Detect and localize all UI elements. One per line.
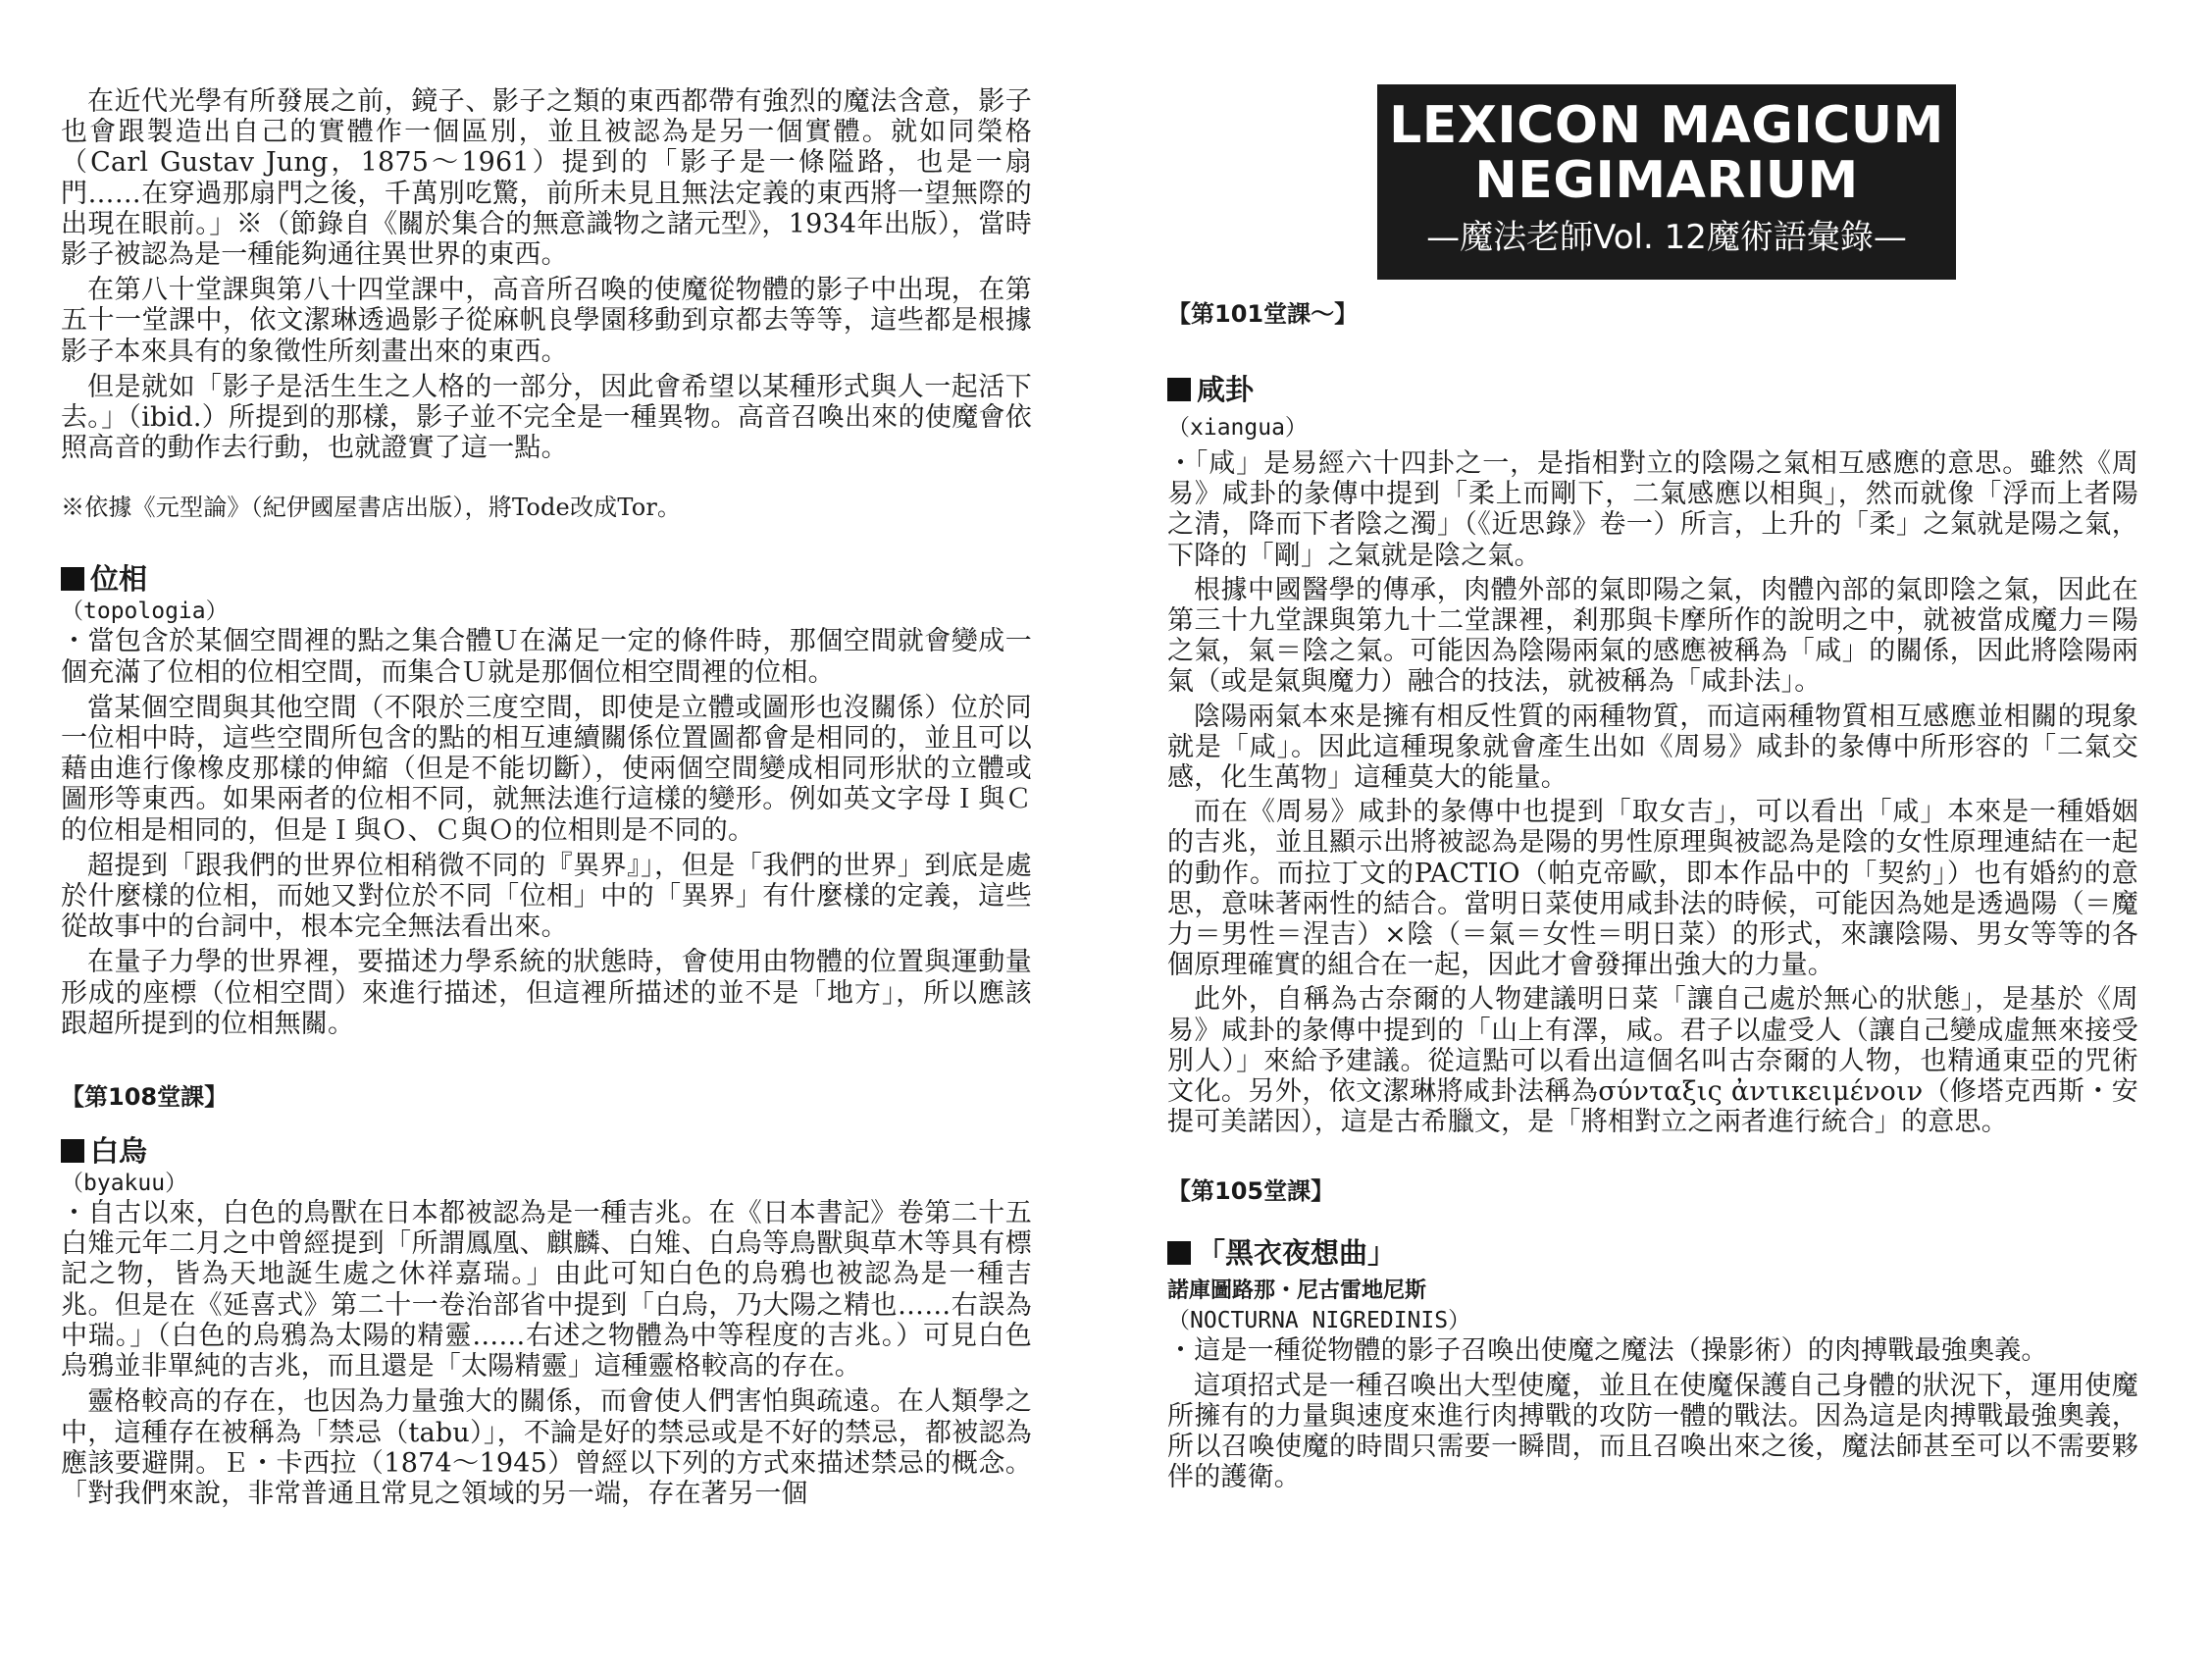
entry-paragraph: 此外，自稱為古奈爾的人物建議明日菜「讓自己處於無心的狀態」，是基於《周易》咸卦的彖傳中提到的「山上有澤，咸。君子以虛受人（讓自己變成虛無來接受別人）」來給予建議。從這點可以看出這個名叫古奈爾的人物，也精通東亞的咒術文化。另外，依文潔琳將咸卦法稱為σύνταξις ἀντικειμένοιν（修塔克西斯・安提可美諾因），這是古希臘文，是「將相對立之兩者進行統合」的意思。 bbox=[1167, 984, 2138, 1138]
entry-paragraph: 這項招式是一種召喚出大型使魔，並且在使魔保護自己身體的狀況下，運用使魔所擁有的力量與速度來進行肉搏戰的攻防一體的戰法。因為這是肉搏戰最強奧義，所以召喚使魔的時間只需要一瞬間，而且召喚出來之後，魔法師甚至可以不需要夥伴的護衛。 bbox=[1167, 1370, 2138, 1493]
black-square-icon bbox=[61, 567, 84, 591]
intro-paragraph-1: 在近代光學有所發展之前，鏡子、影子之類的東西都帶有強烈的魔法含意，影子也會跟製造出自己的實體作一個區別，並且被認為是另一個實體。就如同榮格（Carl Gustav Jung，1875～1961）提到的「影子是一條隘路，也是一扇門……在穿過那扇門之後，千萬別吃驚，前所未見且無法定義的東西將一望無際的出現在眼前。」※（節錄自《關於集合的無意識物之諸元型》，1934年出版），當時影子被認為是一種能夠通往異世界的東西。 bbox=[61, 86, 1032, 271]
entry-title: 咸卦 bbox=[1197, 373, 1255, 406]
intro-paragraph-2: 在第八十堂課與第八十四堂課中，高音所召喚的使魔從物體的影子中出現，在第五十一堂課中，依文潔琳透過影子從麻帆良學園移動到京都去等等，這些都是根據影子本來具有的象徵性所刻畫出來的東西。 bbox=[61, 275, 1032, 367]
right-column bbox=[1167, 0, 2138, 1492]
entry-paragraph: 靈格較高的存在，也因為力量強大的關係，而會使人們害怕與疏遠。在人類學之中，這種存在被稱為「禁忌（tabu）」，不論是好的禁忌或是不好的禁忌，都被認為應該要避開。Ｅ・卡西拉（1874～1945）曾經以下列的方式來描述禁忌的概念。「對我們來說，非常普通且常見之領域的另一端，存在著另一個 bbox=[61, 1386, 1032, 1509]
entry-paragraph: 而在《周易》咸卦的彖傳中也提到「取女吉」，可以看出「咸」本來是一種婚姻的吉兆，並且顯示出將被認為是陽的男性原理與被認為是陰的女性原理連結在一起的動作。而拉丁文的PACTIO（帕克帝歐，即本作品中的「契約」）也有婚約的意思，意味著兩性的結合。當明日菜使用咸卦法的時候，可能因為她是透過陽（＝魔力＝男性＝涅吉）×陰（＝氣＝女性＝明日菜）的形式，來讓陰陽、男女等等的各個原理確實的組合在一起，因此才會發揮出強大的力量。 bbox=[1167, 797, 2138, 981]
title-line-2: NEGIMARIUM bbox=[1474, 151, 1859, 210]
session-label-108: 【第108堂課】 bbox=[61, 1083, 229, 1112]
session-label-101: 【第101堂課～】 bbox=[1167, 300, 1359, 328]
session-label-105: 【第105堂課】 bbox=[1167, 1177, 1335, 1206]
black-square-icon bbox=[1167, 1241, 1191, 1265]
entry-heading-nocturne bbox=[1167, 1235, 2138, 1271]
left-column bbox=[61, 0, 1032, 1509]
entry-title: 位相 bbox=[90, 562, 148, 597]
entry-paragraph: 根據中國醫學的傳承，肉體外部的氣即陽之氣，肉體內部的氣即陰之氣，因此在第三十九堂課與第九十二堂課裡，剎那與卡摩所作的說明之中，就被當成魔力＝陽之氣，氣＝陰之氣。可能因為陰陽兩氣的感應被稱為「咸」的關係，因此將陰陽兩氣（或是氣與魔力）融合的技法，就被稱為「咸卦法」。 bbox=[1167, 574, 2138, 698]
entry-reading: （NOCTURNA NIGREDINIS） bbox=[1167, 1308, 1471, 1334]
entry-reading: （byakuu） bbox=[61, 1171, 188, 1197]
black-square-icon bbox=[61, 1139, 84, 1163]
entry-paragraph: 當某個空間與其他空間（不限於三度空間，即使是立體或圖形也沒關係）位於同一位相中時，這些空間所包含的點的相互連續關係位置圖都會是相同的，並且可以藉由進行像橡皮那樣的伸縮（但是不能切斷），使兩個空間變成相同形狀的立體或圖形等東西。如果兩者的位相不同，就無法進行這樣的變形。例如英文字母Ｉ與Ｃ的位相是相同的，但是Ｉ與Ｏ、Ｃ與Ｏ的位相則是不同的。 bbox=[61, 692, 1032, 846]
entry-paragraph: ・「咸」是易經六十四卦之一，是指相對立的陰陽之氣相互感應的意思。雖然《周易》咸卦的彖傳中提到「柔上而剛下，二氣感應以相與」，然而就像「浮而上者陽之清，降而下者陰之濁」（《近思錄》卷一）所言，上升的「柔」之氣就是陽之氣，下降的「剛」之氣就是陰之氣。 bbox=[1167, 448, 2138, 571]
entry-reading: （xiangua） bbox=[1167, 415, 1308, 441]
entry-paragraph: 陰陽兩氣本來是擁有相反性質的兩種物質，而這兩種物質相互感應並相關的現象就是「咸」。因此這種現象就會產生出如《周易》咸卦的彖傳中所形容的「二氣交感，化生萬物」這種莫大的能量。 bbox=[1167, 701, 2138, 794]
entry-heading-white-bird bbox=[61, 1133, 1032, 1169]
entry-paragraph: ・這是一種從物體的影子召喚出使魔之魔法（操影術）的肉搏戰最強奧義。 bbox=[1167, 1335, 2048, 1367]
entry-paragraph: ・當包含於某個空間裡的點之集合體Ｕ在滿足一定的條件時，那個空間就會變成一個充滿了位相的位相空間，而集合Ｕ就是那個位相空間裡的位相。 bbox=[61, 626, 1032, 688]
entry-author: 諾庫圖路那・尼古雷地尼斯 bbox=[1167, 1278, 1427, 1304]
entry-paragraph: 超提到「跟我們的世界位相稍微不同的『異界』」，但是「我們的世界」到底是處於什麼樣的位相，而她又對位於不同「位相」中的「異界」有什麼樣的定義，這些從故事中的台詞中，根本完全無法看出來。 bbox=[61, 850, 1032, 943]
intro-paragraph-3: 但是就如「影子是活生生之人格的一部分，因此會希望以某種形式與人一起活下去。」（ibid.）所提到的那樣，影子並不完全是一種異物。高音召喚出來的使魔會依照高音的動作去行動，也就證實了這一點。 bbox=[61, 371, 1032, 464]
black-square-icon bbox=[1167, 378, 1191, 401]
entry-title: 白烏 bbox=[90, 1134, 148, 1169]
entry-paragraph: 在量子力學的世界裡，要描述力學系統的狀態時，會使用由物體的位置與運動量形成的座標（位相空間）來進行描述，但這裡所描述的並不是「地方」，所以應該跟超所提到的位相無關。 bbox=[61, 947, 1032, 1039]
title-subtitle: —魔法老師Vol. 12魔術語彙錄— bbox=[1426, 218, 1907, 257]
entry-heading-xiangua bbox=[1167, 372, 2138, 407]
title-line-1: LEXICON MAGICUM bbox=[1389, 96, 1944, 155]
footnote: ※依據《元型論》（紀伊國屋書店出版），將Tode改成Tor。 bbox=[61, 494, 682, 522]
entry-reading: （topologia） bbox=[61, 599, 229, 625]
entry-title: 「黑衣夜想曲」 bbox=[1197, 1236, 1397, 1271]
entry-heading-topology bbox=[61, 561, 1032, 597]
entry-paragraph: ・自古以來，白色的鳥獸在日本都被認為是一種吉兆。在《日本書記》卷第二十五白雉元年二月之中曾經提到「所謂鳳凰、麒麟、白雉、白烏等鳥獸與草木等具有標記之物，皆為天地誕生處之休祥嘉瑞。」由此可知白色的烏鴉也被認為是一種吉兆。但是在《延喜式》第二十一卷治部省中提到「白烏，乃大陽之精也……右誤為中瑞。」（白色的烏鴉為太陽的精靈……右述之物體為中等程度的吉兆。）可見白色烏鴉並非單純的吉兆，而且還是「太陽精靈」這種靈格較高的存在。 bbox=[61, 1198, 1032, 1382]
